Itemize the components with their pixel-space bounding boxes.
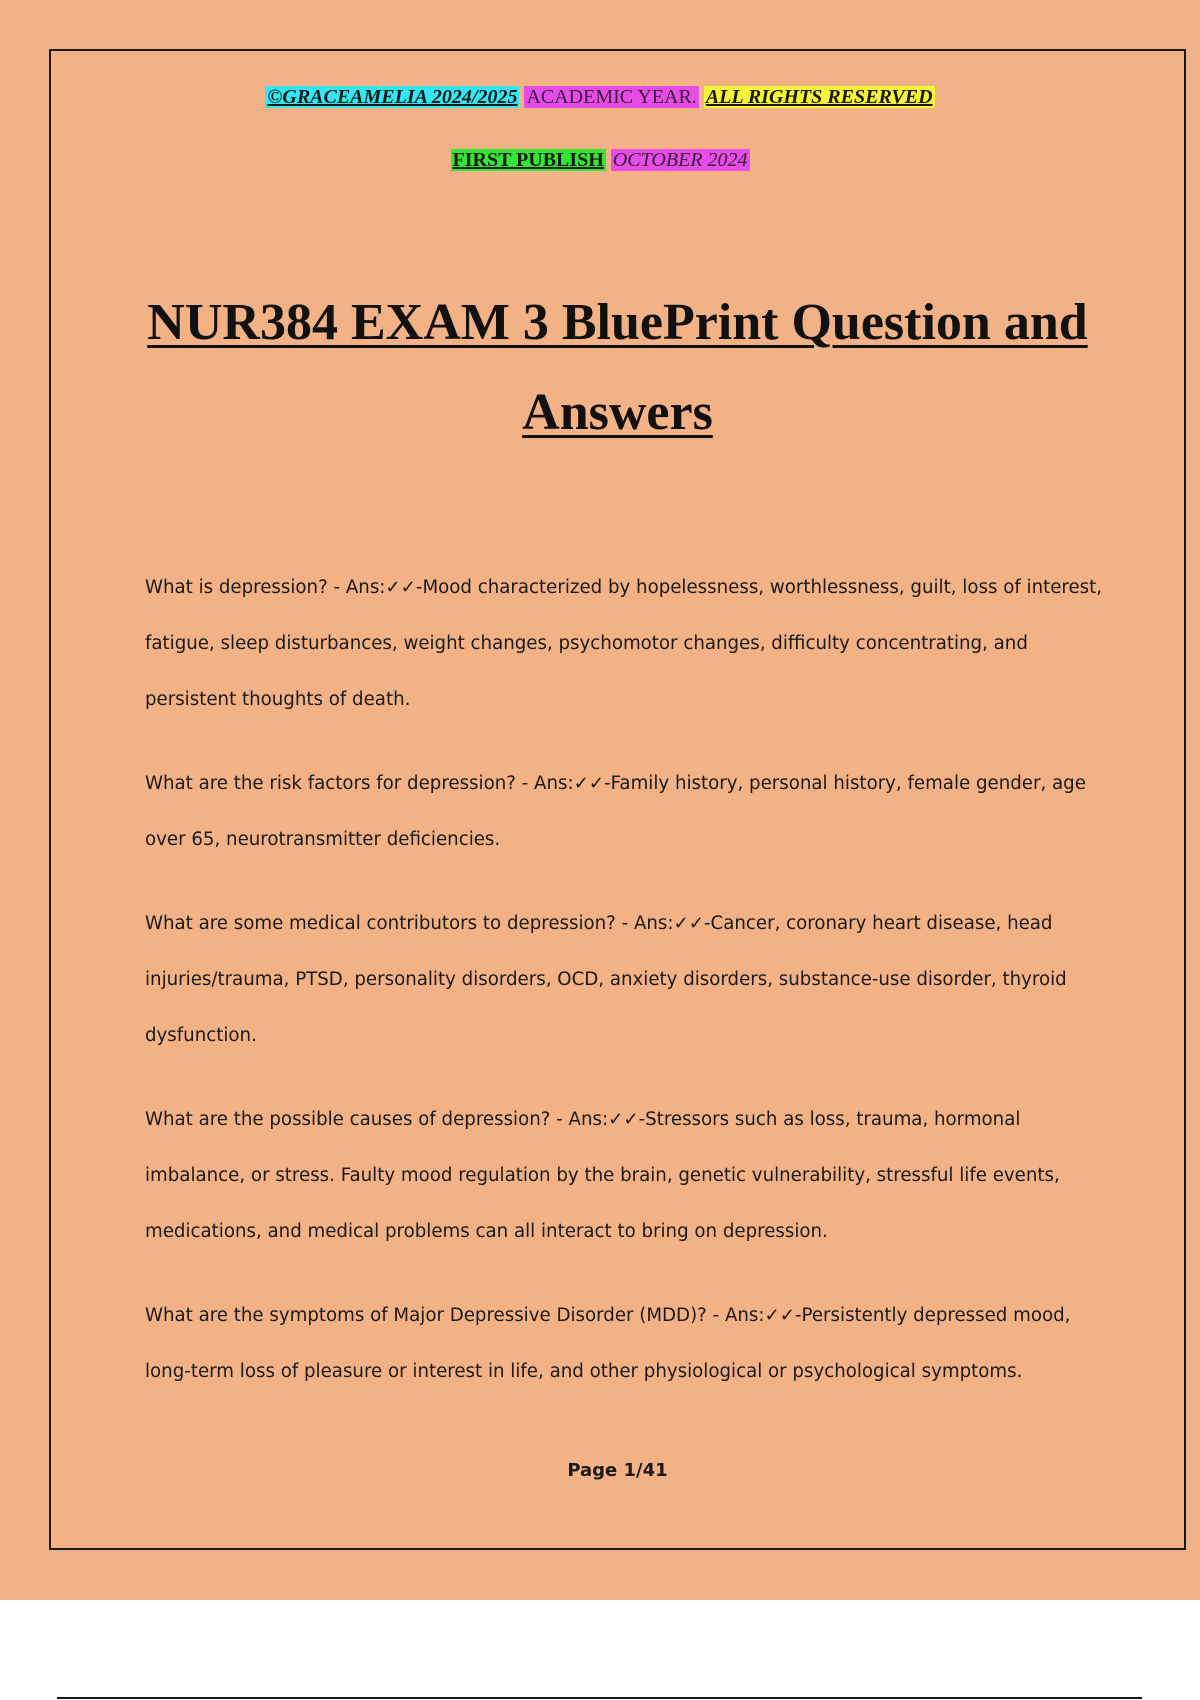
publish-header-segment-1: OCTOBER 2024 [612,149,748,171]
copyright-header-segment-2: ALL RIGHTS RESERVED [705,86,933,108]
document-title: NUR384 EXAM 3 BluePrint Question and Answers [147,294,1088,441]
qa-item: What is depression? - Ans:✓✓-Mood characterized by hopelessness, worthlessness, guilt, loss of interest, fatigue, sleep disturbances, weight changes, psychomotor changes, difficulty concentrating, and persistent thoughts of death. [145,577,1103,710]
next-page-top-rule [57,1697,1142,1699]
qa-item: What are the possible causes of depression? - Ans:✓✓-Stressors such as loss, trauma, hormonal imbalance, or stress. Faulty mood regulation by the brain, genetic vulnerability, stressful life events, medications, and medical problems can all interact to bring on depression. [145,1109,1060,1242]
copyright-header-segment-0: ©GRACEAMELIA 2024/2025 [267,86,518,108]
qa-item: What are some medical contributors to depression? - Ans:✓✓-Cancer, coronary heart disease, head injuries/trauma, PTSD, personality disorders, OCD, anxiety disorders, substance-use disorder, thyroid dysfunction. [145,913,1067,1046]
qa-item: What are the symptoms of Major Depressive Disorder (MDD)? - Ans:✓✓-Persistently depressed mood, long-term loss of pleasure or interest in life, and other physiological or psychological symptoms. [145,1305,1071,1382]
publish-header-segment-0: FIRST PUBLISH [452,149,604,171]
publish-header-line [0,147,1200,173]
qa-list [145,560,1105,1428]
page-number: Page 1/41 [567,1460,668,1481]
copyright-header-line [0,84,1200,110]
copyright-header-segment-1: ACADEMIC YEAR. [526,86,697,108]
qa-item: What are the risk factors for depression? - Ans:✓✓-Family history, personal history, female gender, age over 65, neurotransmitter deficiencies. [145,773,1086,850]
